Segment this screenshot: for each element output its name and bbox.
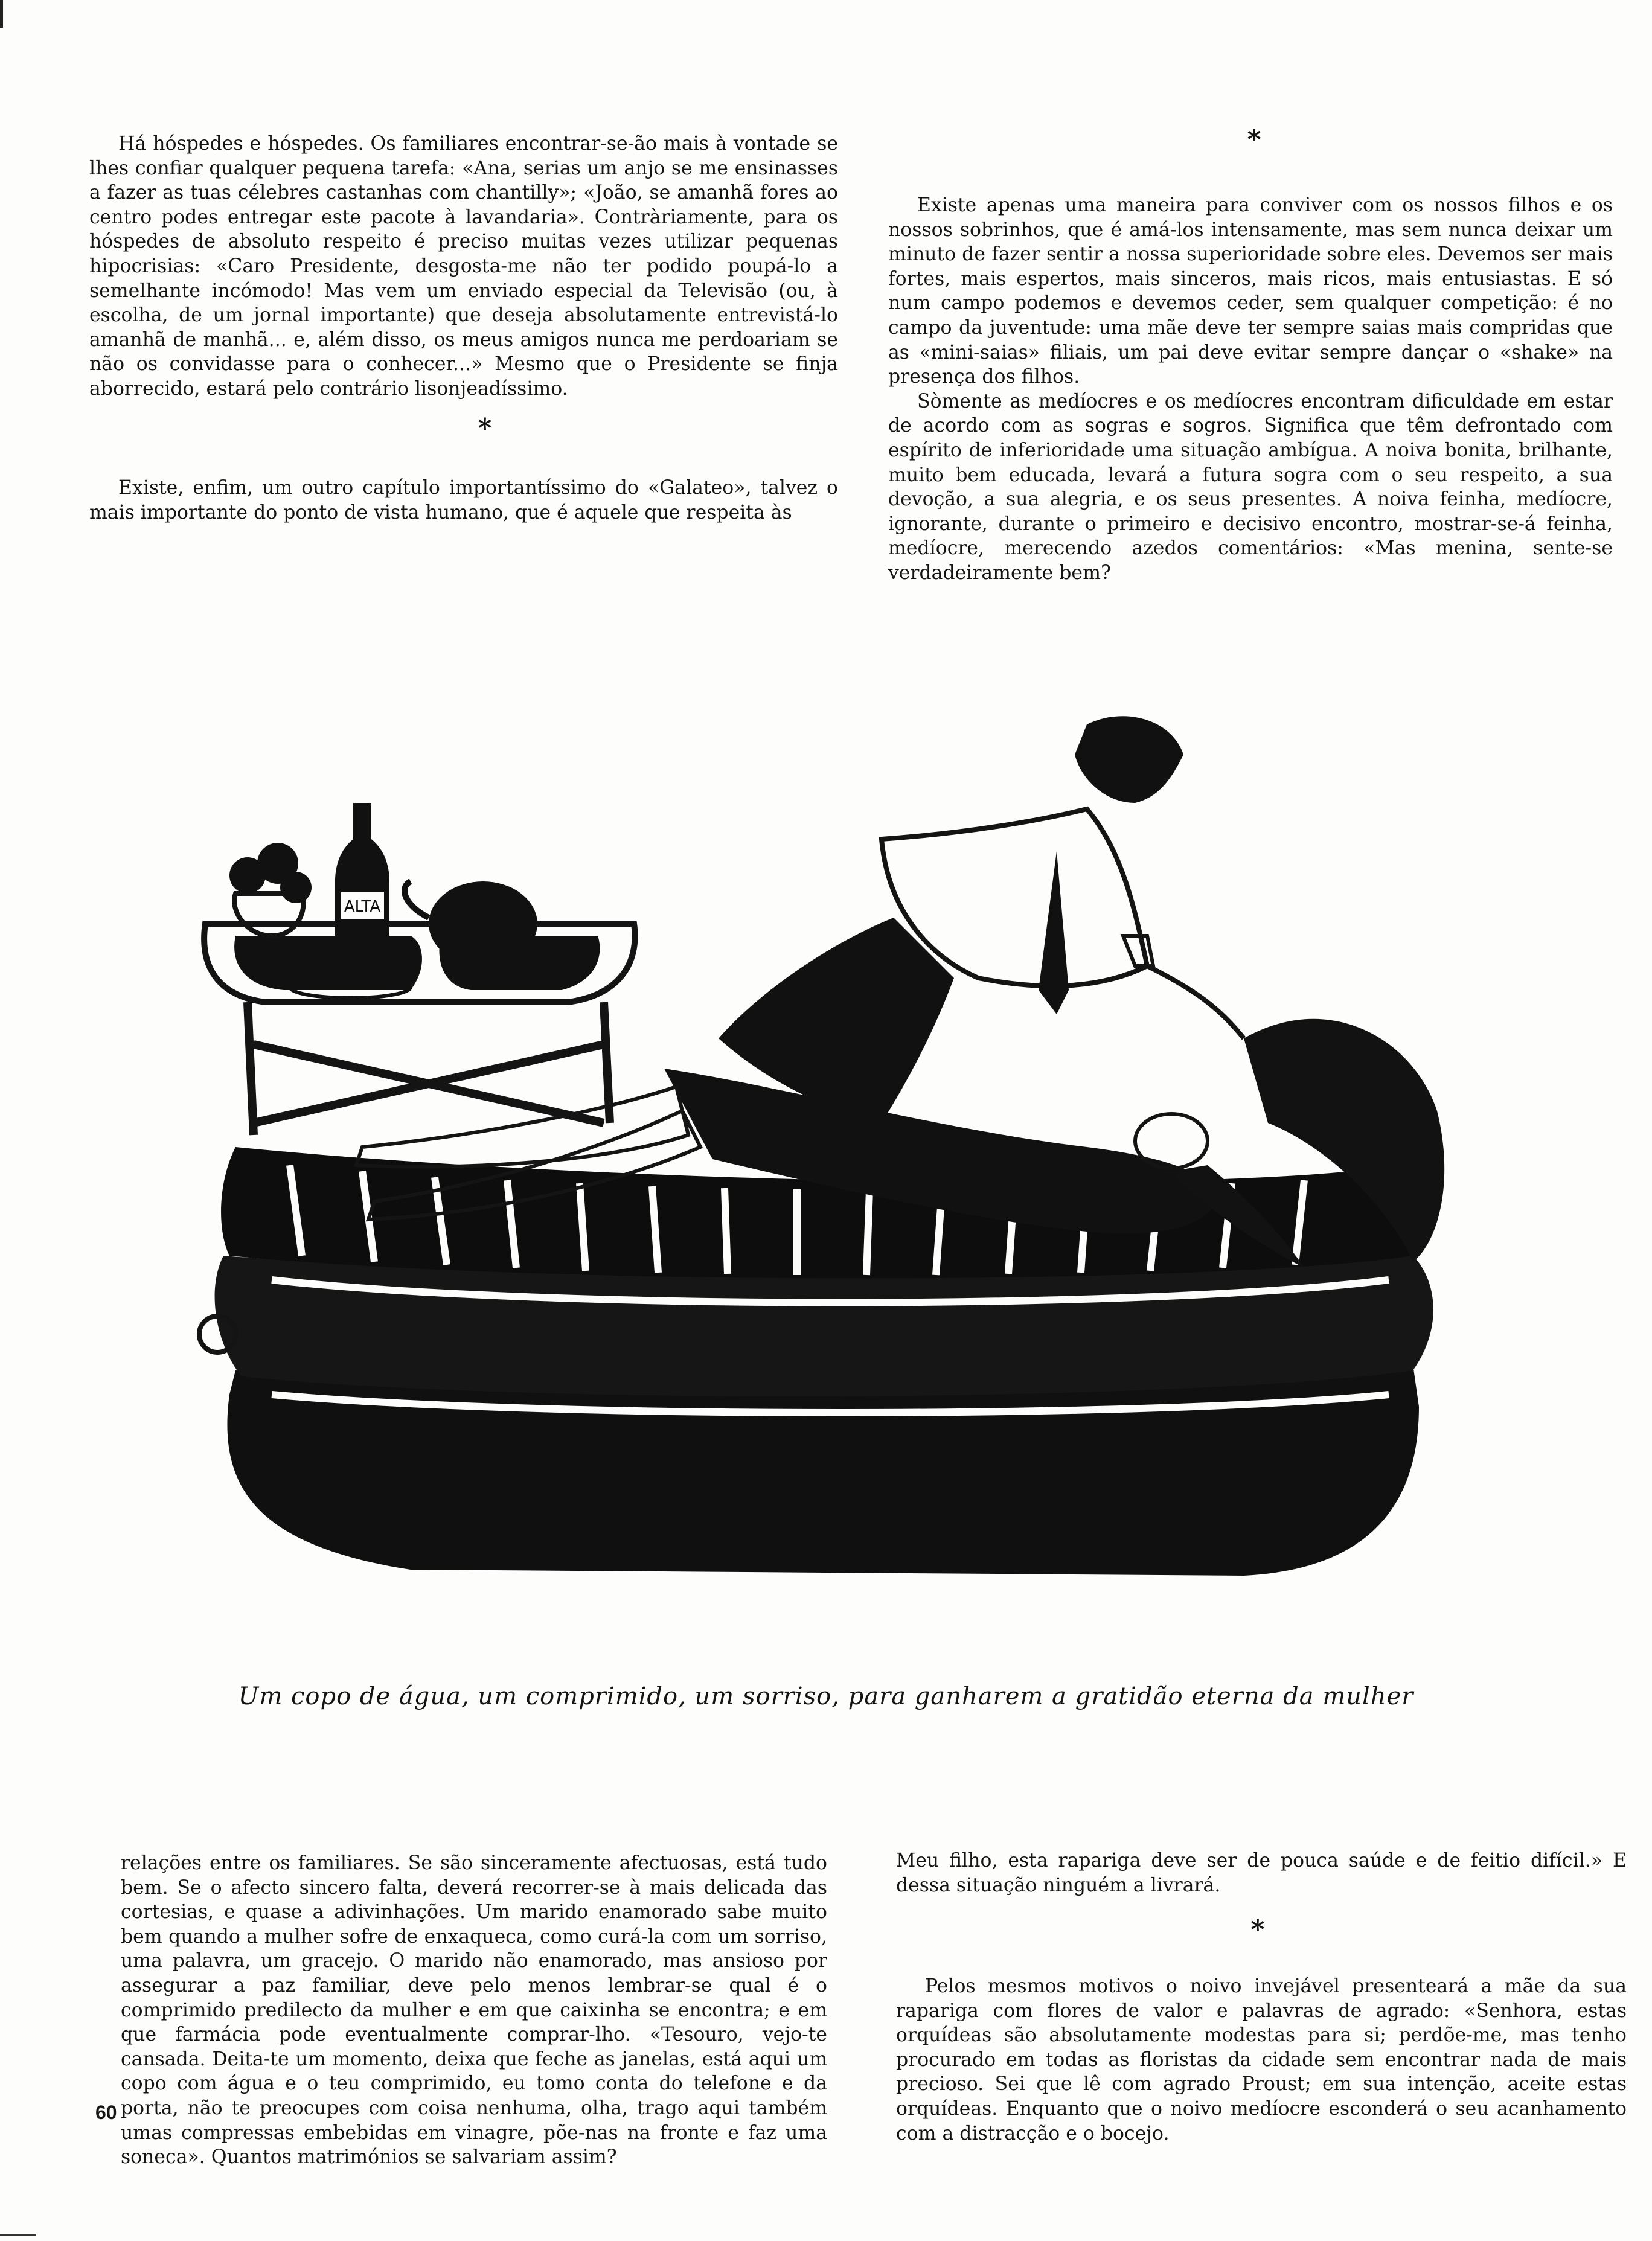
side-table [204, 803, 635, 1135]
scan-edge-mark [0, 0, 3, 28]
paragraph-guests: Há hóspedes e hóspedes. Os familiares encontrar-se-ão mais à vontade se lhes confiar qualquer pequena tarefa: «Ana, serias um anjo se me ensinasses a fazer as tuas célebres castanhas com chantilly»; «João, se amanhã fores ao centro podes entregar este pacote à lavandaria». Contràriamente, para os hóspedes de absoluto respeito é preciso muitas vezes utilizar pequenas hipocrisias: «Caro Presidente, desgosta-me não ter podido poupá-lo a semelhante incómodo! Mas vem um enviado especial da Televisão (ou, à escolha, de um jornal importante) que deseja absolutamente entrevistá-lo amanhã de manhã... e, além disso, os meus amigos nunca me perdoariam se não os convidasse para o conhecer...» Mesmo que o Presidente se finja aborrecido, estará pelo contrário lisonjeadíssimo. [89, 133, 838, 400]
article-column-top-right [888, 193, 1613, 586]
scan-edge-mark [0, 2234, 36, 2236]
paragraph-children: Existe apenas uma maneira para conviver com os nossos filhos e os nossos sobrinhos, que é amá-los intensamente, mas sem nunca deixar um minuto de fazer sentir a nossa superioridade sobre eles. Devemos ser mais fortes, mais espertos, mais sinceros, mais ricos, mais entusiastas. E só num campo podemos e devemos ceder, sem qualquer competição: é no campo da juventude: uma mãe deve ter sempre saias mais compridas que as «mini-saias» filiais, um pai deve evitar sempre dançar o «shake» na presença dos filhos. [888, 194, 1613, 388]
article-column-bottom-left [121, 1851, 827, 2170]
section-separator: * [1250, 1914, 1265, 1945]
section-separator: * [1247, 124, 1261, 155]
couple-sofa-illustration [181, 652, 1558, 1618]
article-column-bottom-right [896, 1849, 1627, 1897]
page-number: 60 [95, 2102, 117, 2123]
paragraph-galateo: Existe, enfim, um outro capítulo importantíssimo do «Galateo», talvez o mais importante do ponto de vista humano, que é aquele que respeita às [89, 477, 838, 523]
man-figure [719, 716, 1244, 1123]
section-separator: * [478, 413, 492, 444]
paragraph-continuation: Meu filho, esta rapariga deve ser de pouca saúde e de feitio difícil.» E dessa situação ninguém a livrará. [896, 1850, 1627, 1896]
article-column-bottom-right-continued [896, 1974, 1627, 2146]
paragraph-mothers-in-law: Sòmente as medíocres e os medíocres encontram dificuldade em estar de acordo com as sogras e sogros. Significa que têm defrontado com espírito de inferioridade uma situação ambígua. A noiva bonita, brilhante, muito bem educada, levará a futura sogra com o seu respeito, a sua devoção, a sua alegria, e os seus presentes. A noiva feinha, medíocre, ignorante, durante o primeiro e decisivo encontro, mostrar-se-á feinha, medíocre, merecendo azedos comentários: «Mas menina, sente-se verdadeiramente bem? [888, 390, 1613, 584]
article-column-top-left-continued [89, 476, 838, 525]
illustration-caption: Um copo de água, um comprimido, um sorriso, para ganharem a gratidão eterna da mulher [238, 1683, 1414, 1710]
bottle-label: ALTA [344, 898, 381, 916]
paragraph-family-relations: relações entre os familiares. Se são sinceramente afectuosas, está tudo bem. Se o afecto sincero falta, deverá recorrer-se à mais delicada das cortesias, e quase a adivinhações. Um marido enamorado sabe muito bem quando a mulher sofre de enxaqueca, como curá-la com um sorriso, uma palavra, um gracejo. O marido não enamorado, mas ansioso por assegurar a paz familiar, deve pelo menos lembrar-se qual é o comprimido predilecto da mulher e em que caixinha se encontra; e em que farmácia pode eventualmente comprar-lho. «Tesouro, vejo-te cansada. Deita-te um momento, deixa que feche as janelas, está aqui um copo com água e o teu comprimido, eu tomo conta do telefone e da porta, não te preocupes com coisa nenhuma, olha, trago aqui também umas compressas embebidas em vinagre, põe-nas na fronte e faz uma soneca». Quantos matrimónios se salvariam assim? [121, 1852, 827, 2169]
article-column-top-left [89, 132, 838, 401]
paragraph-fiance: Pelos mesmos motivos o noivo invejável presenteará a mãe da sua rapariga com flores de valor e palavras de agrado: «Senhora, estas orquídeas são absolutamente modestas para si; perdõe-me, mas tenho procurado em todas as floristas da cidade sem encontrar nada de mais precioso. Sei que lê com agrado Proust; em sua intenção, aceite estas orquídeas. Enquanto que o noivo medíocre esconderá o seu acanhamento com a distracção e o bocejo. [896, 1975, 1627, 2144]
